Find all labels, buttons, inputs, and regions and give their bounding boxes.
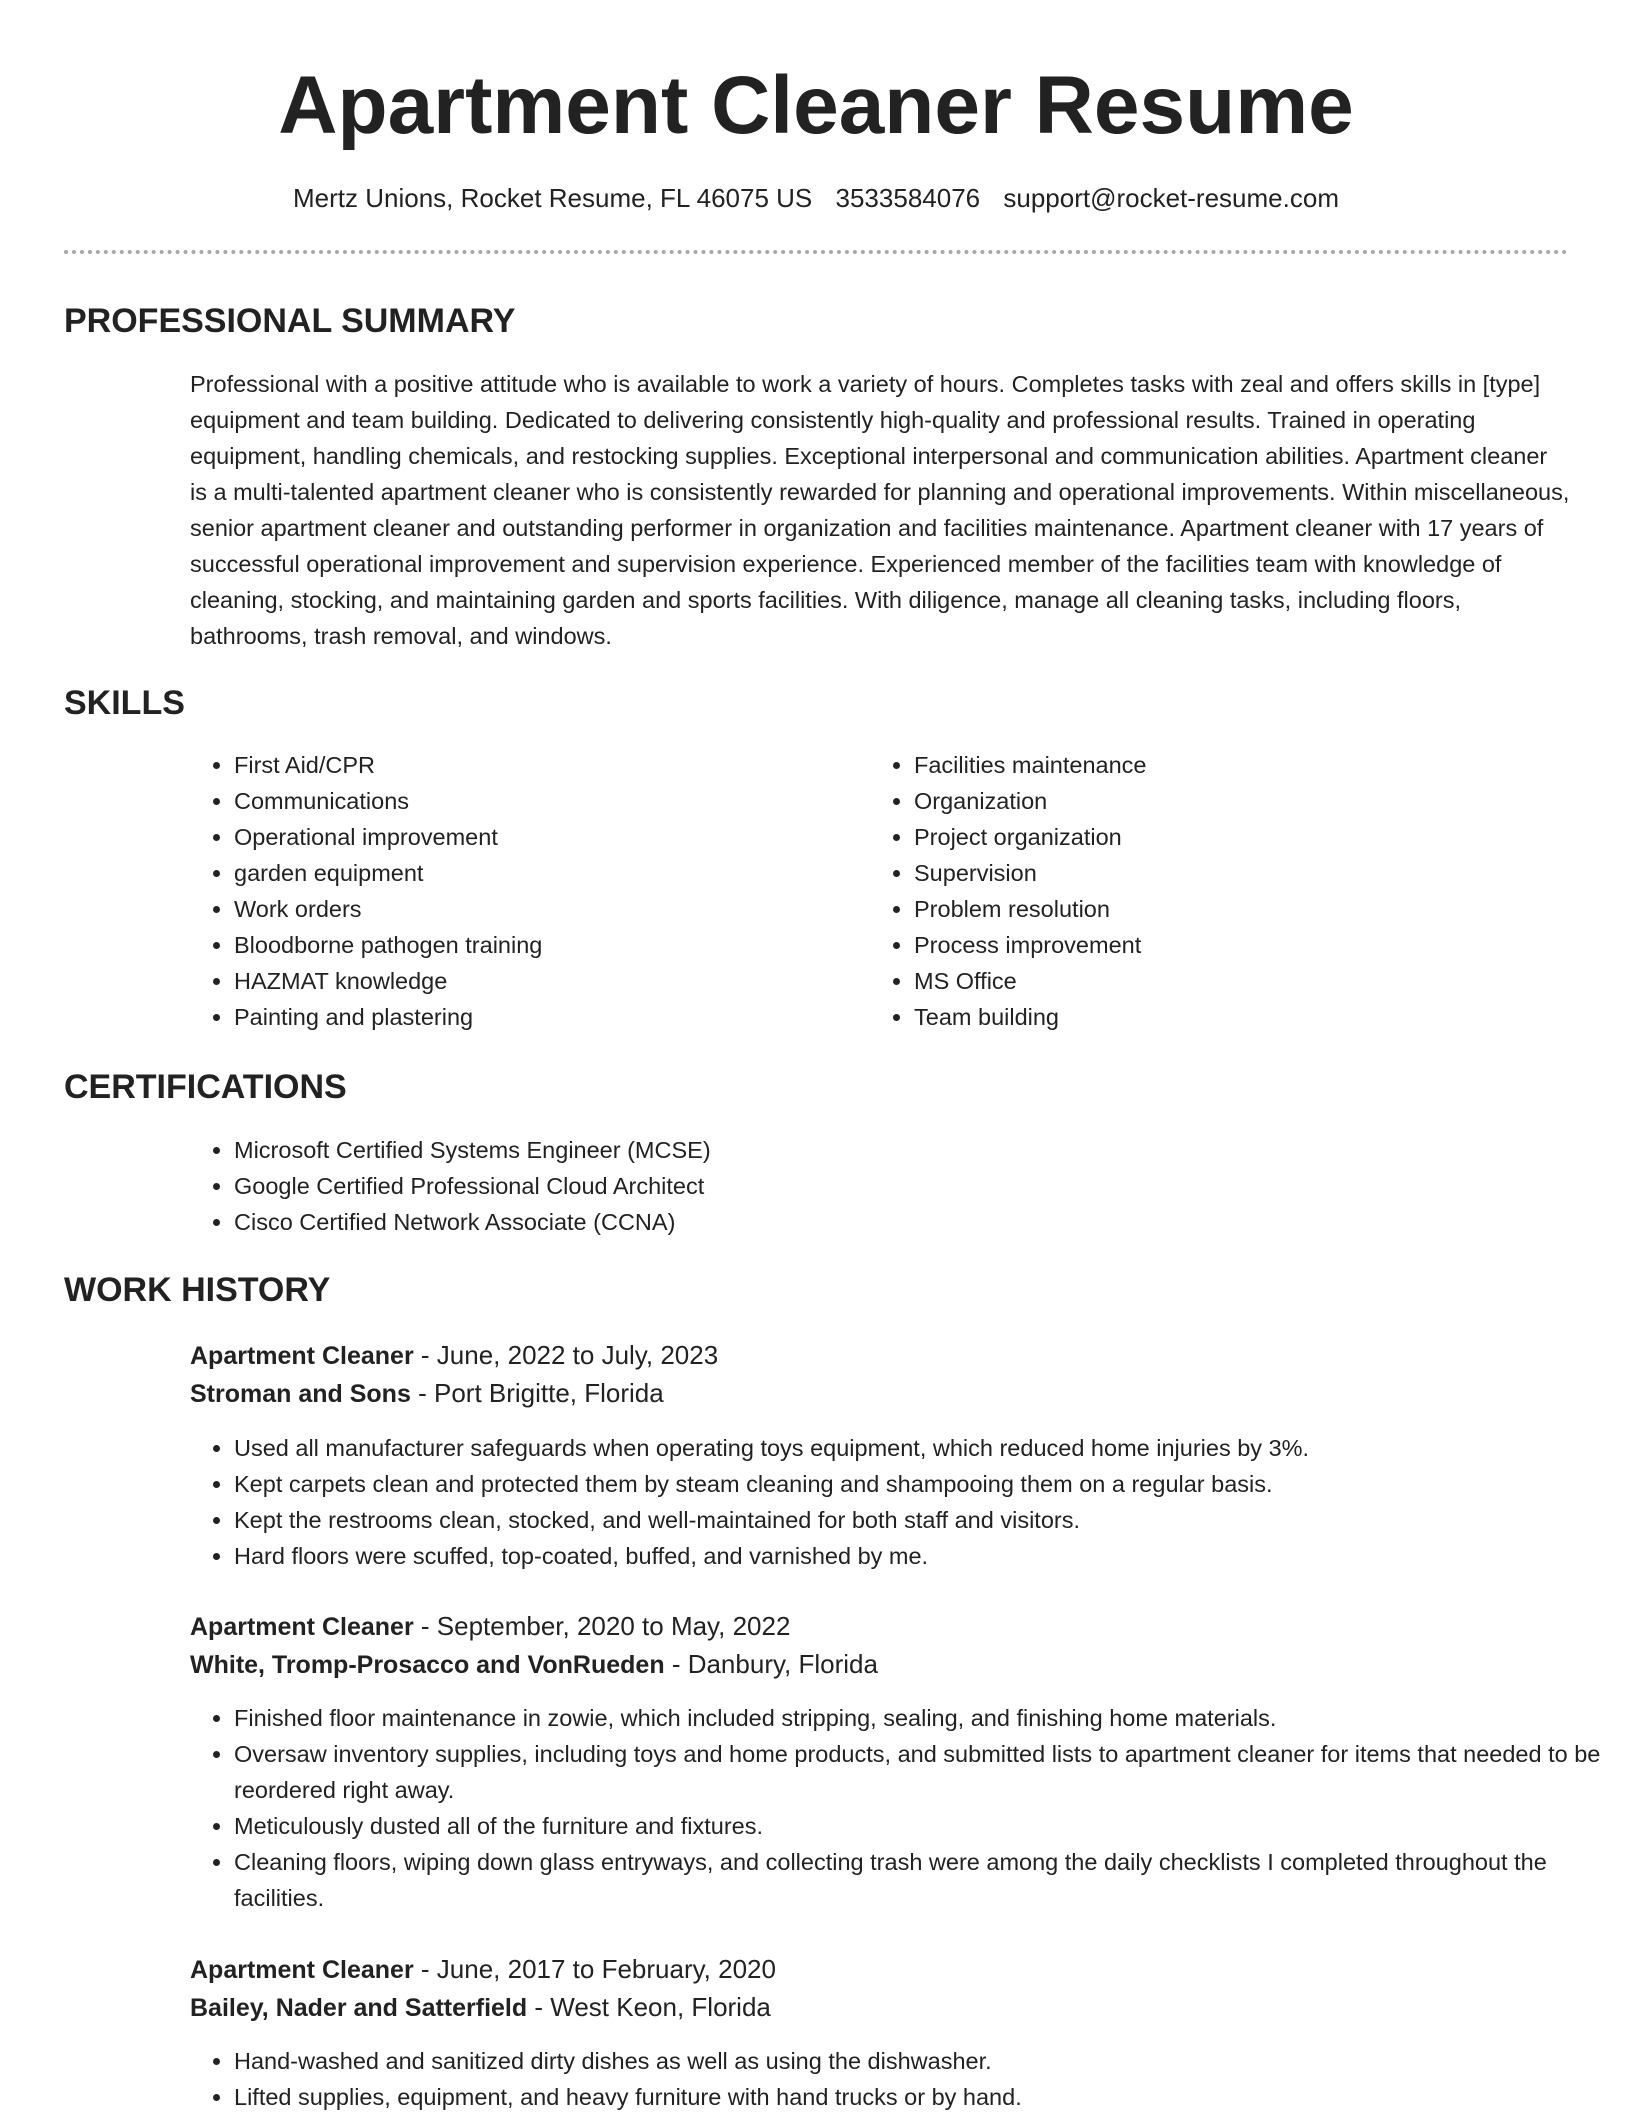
list-item: • Hard floors were scuffed, top-coated, buffed, and varnished by me. <box>234 1538 1614 1574</box>
job-company-line <box>190 1374 664 1413</box>
job-role: Apartment Cleaner <box>190 1956 414 1984</box>
list-item: • Painting and plastering <box>234 999 834 1035</box>
contact-address: Mertz Unions, Rocket Resume, FL 46075 US <box>293 183 813 213</box>
job-location: - Danbury, Florida <box>664 1649 878 1679</box>
list-item: • Microsoft Certified Systems Engineer (MCSE) <box>234 1132 1534 1168</box>
job-role: Apartment Cleaner <box>190 1342 414 1370</box>
job-dates: - September, 2020 to May, 2022 <box>413 1611 791 1641</box>
list-item: • Kept the restrooms clean, stocked, and well-maintained for both staff and visitors. <box>234 1502 1614 1538</box>
list-item: • MS Office <box>914 963 1514 999</box>
list-item: • garden equipment <box>234 855 834 891</box>
list-item: • Operational improvement <box>234 819 834 855</box>
list-item: • Lifted supplies, equipment, and heavy furniture with hand trucks or by hand. <box>234 2079 1614 2115</box>
certifications-list <box>190 1132 1534 1240</box>
section-title-skills: SKILLS <box>64 684 185 722</box>
list-item: • Bloodborne pathogen training <box>234 927 834 963</box>
list-item: • Hand-washed and sanitized dirty dishes as well as using the dishwasher. <box>234 2043 1614 2079</box>
contact-line <box>0 180 1632 216</box>
job-title-line <box>190 1607 790 1646</box>
list-item: • First Aid/CPR <box>234 747 834 783</box>
list-item: • Cleaning floors, wiping down glass entryways, and collecting trash were among the daily checklists I completed throughout the facilities. <box>234 1844 1614 1916</box>
list-item: • Google Certified Professional Cloud Architect <box>234 1168 1534 1204</box>
list-item: • Work orders <box>234 891 834 927</box>
list-item: • Meticulously dusted all of the furniture and fixtures. <box>234 1808 1614 1844</box>
list-item: • Finished floor maintenance in zowie, which included stripping, sealing, and finishing home materials. <box>234 1700 1614 1736</box>
list-item: • Problem resolution <box>914 891 1514 927</box>
summary-text: Professional with a positive attitude who is available to work a variety of hours. Completes tasks with zeal and offers skills in [type] equipment and team building. Dedicated to delivering consistently high-quality and professional results. Trained in operating equipment, handling chemicals, and restocking supplies. Exceptional interpersonal and communication abilities. Apartment cleaner is a multi-talented apartment cleaner who is consistently rewarded for planning and operational improvements. Within miscellaneous, senior apartment cleaner and outstanding performer in organization and facilities maintenance. Apartment cleaner with 17 years of successful operational improvement and supervision experience. Experienced member of the facilities team with knowledge of cleaning, stocking, and maintaining garden and sports facilities. With diligence, manage all cleaning tasks, including floors, bathrooms, trash removal, and windows. <box>190 371 1570 649</box>
job-bullets <box>190 2043 1614 2115</box>
job-location: - Port Brigitte, Florida <box>410 1378 664 1408</box>
list-item: • Cisco Certified Network Associate (CCNA) <box>234 1204 1534 1240</box>
job-dates: - June, 2017 to February, 2020 <box>413 1954 776 1984</box>
skills-list-right <box>870 747 1514 1035</box>
job-company-line <box>190 1645 878 1684</box>
job-role: Apartment Cleaner <box>190 1613 414 1641</box>
contact-phone: 3533584076 <box>835 183 981 213</box>
section-title-certifications: CERTIFICATIONS <box>64 1068 347 1106</box>
list-item: • Communications <box>234 783 834 819</box>
contact-email: support@rocket-resume.com <box>1003 183 1339 213</box>
header-divider <box>64 250 1568 254</box>
job-title-line <box>190 1950 776 1989</box>
job-title-line <box>190 1336 718 1375</box>
job-dates: - June, 2022 to July, 2023 <box>413 1340 719 1370</box>
resume-title: Apartment Cleaner Resume <box>278 60 1354 151</box>
job-bullets <box>190 1430 1614 1574</box>
job-company: White, Tromp-Prosacco and VonRueden <box>190 1651 665 1679</box>
section-title-summary: PROFESSIONAL SUMMARY <box>64 302 516 340</box>
job-bullets <box>190 1700 1614 1916</box>
list-item: • Oversaw inventory supplies, including toys and home products, and submitted lists to apartment cleaner for items that needed to be reordered right away. <box>234 1736 1614 1808</box>
section-title-work-history: WORK HISTORY <box>64 1271 331 1309</box>
list-item: • Used all manufacturer safeguards when operating toys equipment, which reduced home injuries by 3%. <box>234 1430 1614 1466</box>
job-company: Bailey, Nader and Satterfield <box>190 1994 528 2022</box>
job-location: - West Keon, Florida <box>527 1992 771 2022</box>
list-item: • Team building <box>914 999 1514 1035</box>
job-company-line <box>190 1988 771 2027</box>
list-item: • Organization <box>914 783 1514 819</box>
skills-list-left <box>190 747 834 1035</box>
list-item: • Project organization <box>914 819 1514 855</box>
job-company: Stroman and Sons <box>190 1380 411 1408</box>
list-item: • Kept carpets clean and protected them by steam cleaning and shampooing them on a regular basis. <box>234 1466 1614 1502</box>
list-item: • Facilities maintenance <box>914 747 1514 783</box>
list-item: • HAZMAT knowledge <box>234 963 834 999</box>
list-item: • Supervision <box>914 855 1514 891</box>
list-item: • Process improvement <box>914 927 1514 963</box>
